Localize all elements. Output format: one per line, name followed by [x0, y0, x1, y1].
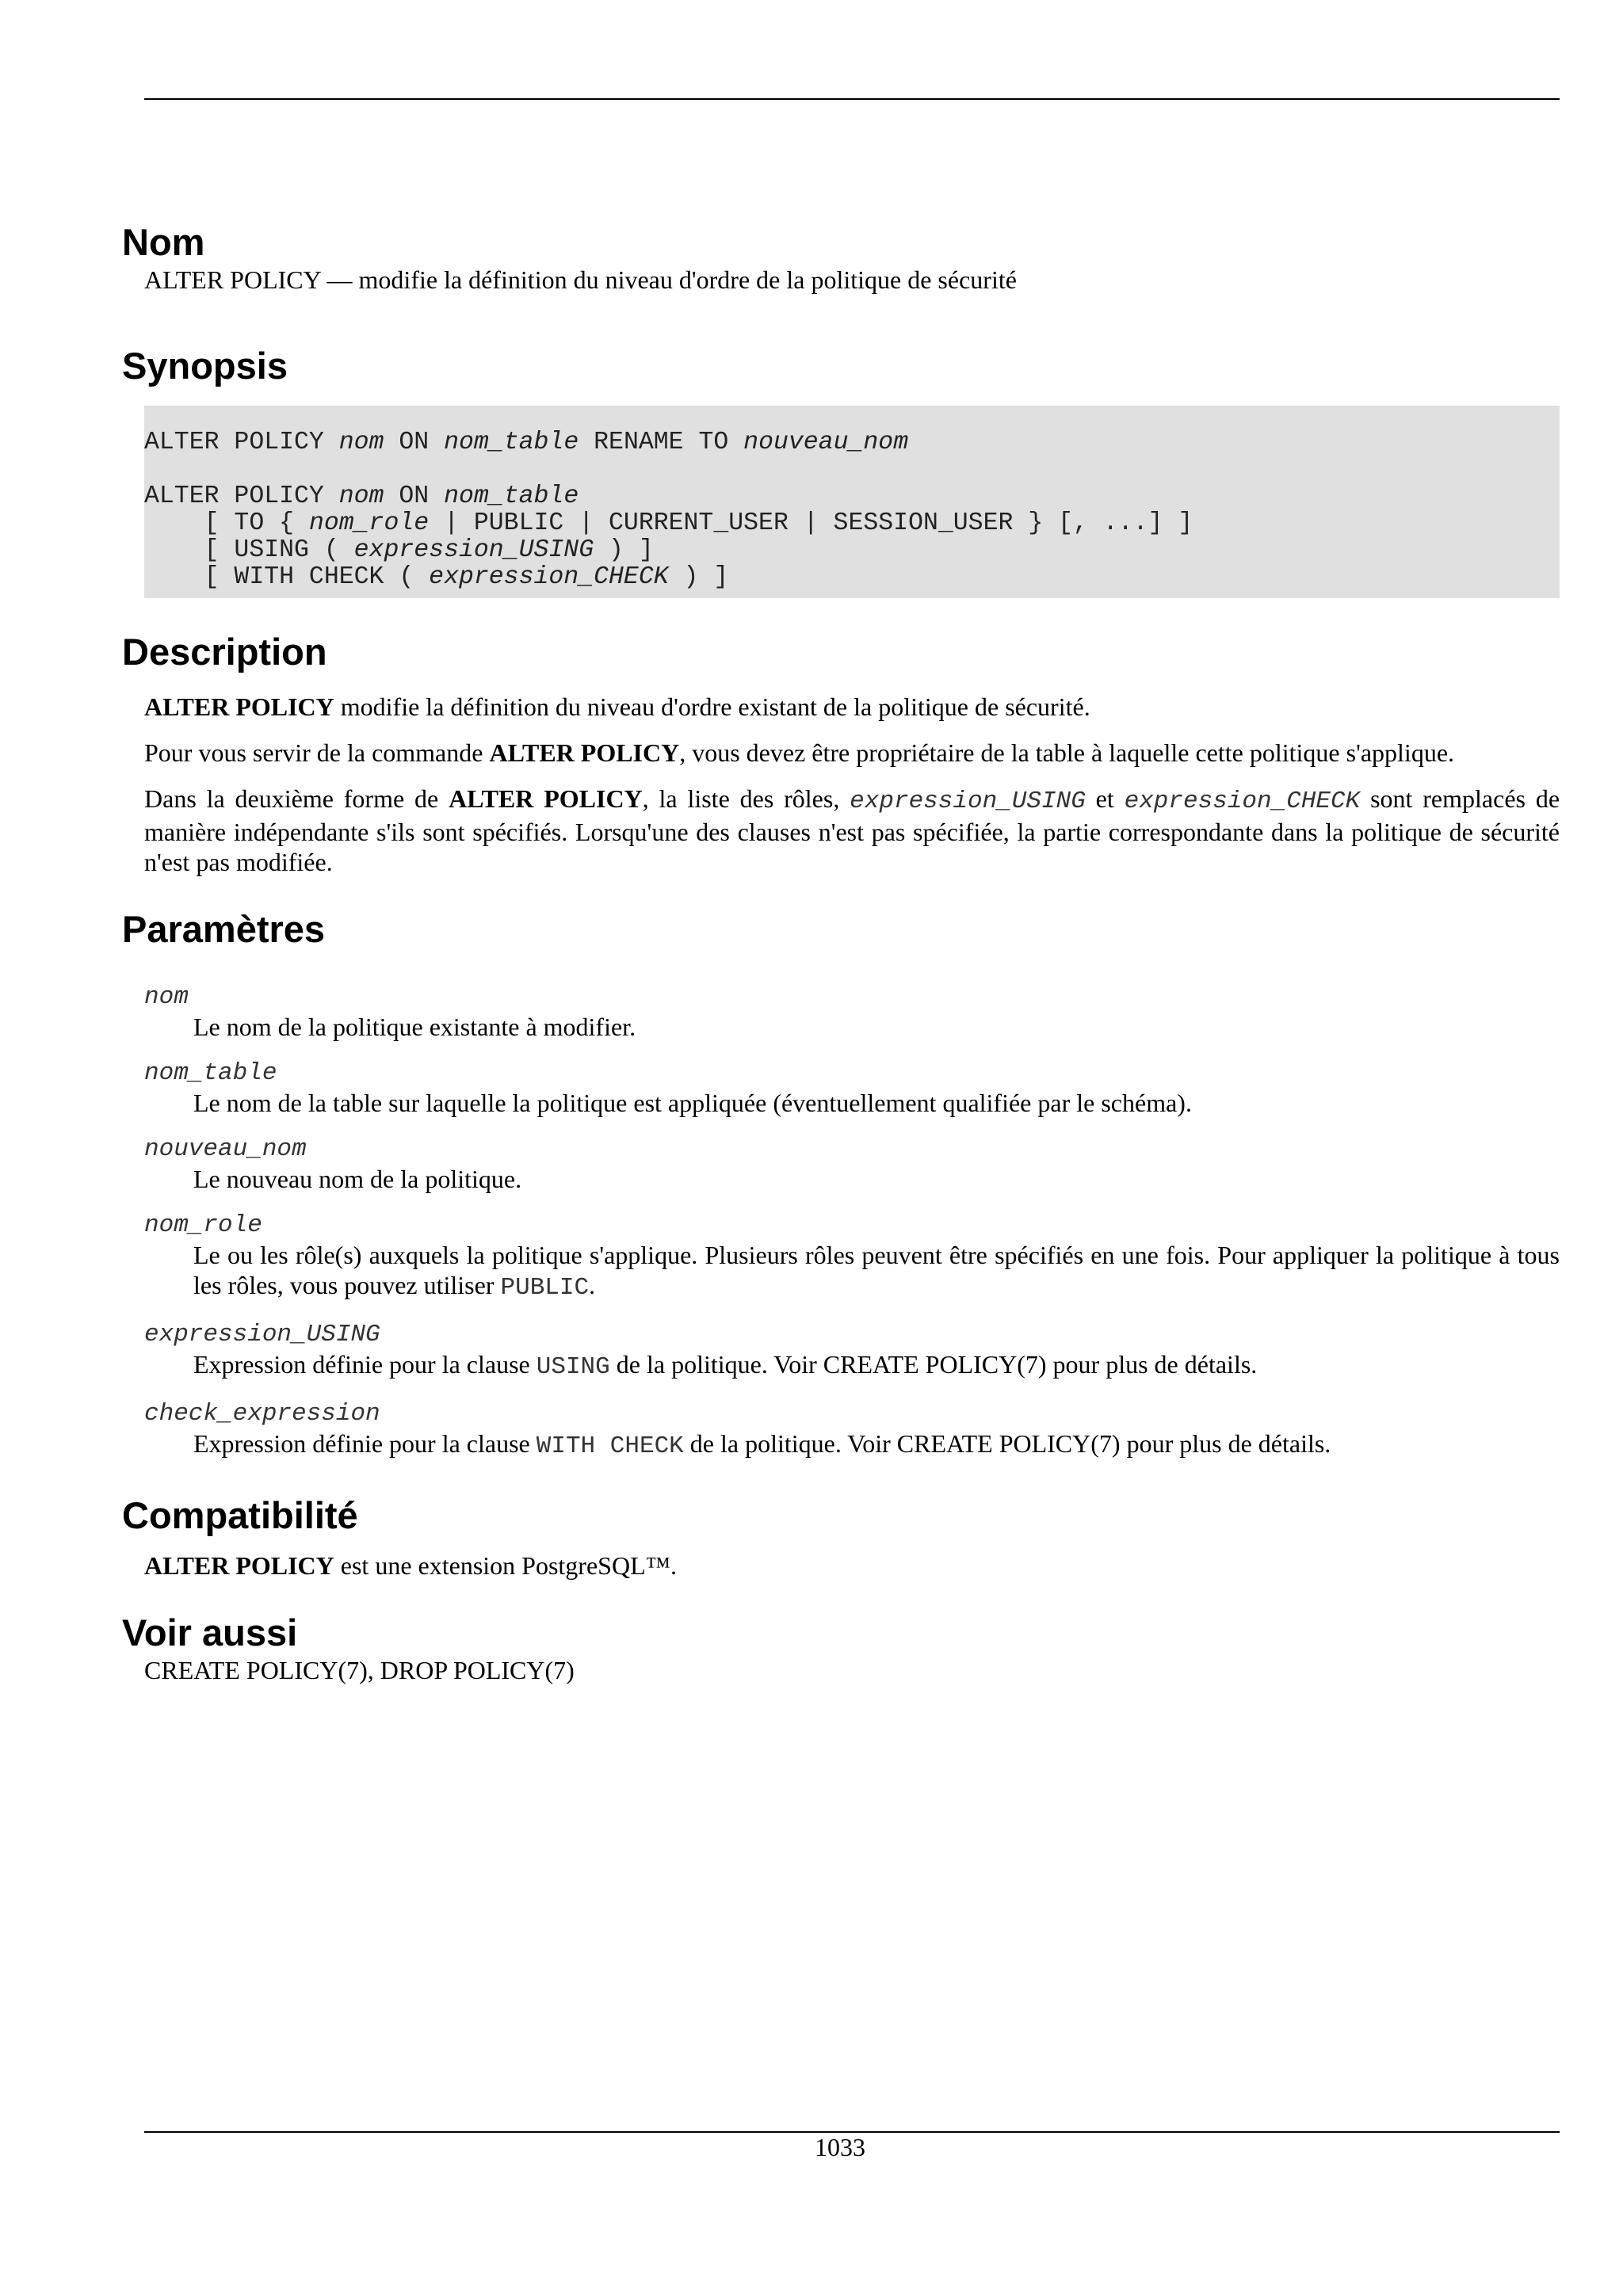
section-nom	[122, 220, 1560, 295]
section-parametres	[122, 907, 1560, 1462]
synopsis-line-1: ALTER POLICY nom ON nom_table RENAME TO nouveau_nom	[144, 429, 909, 456]
description-paragraph-1: ALTER POLICY modifie la définition du niveau d'ordre existant de la politique de sécurité.	[144, 692, 1090, 721]
synopsis-blank-line	[144, 456, 1560, 483]
parameter-term: nouveau_nom	[144, 1135, 307, 1163]
parameter-term: nom_table	[144, 1059, 277, 1087]
parameter-definition: Le ou les rôle(s) auxquels la politique s'applique. Plusieurs rôles peuvent être spécifiés en une fois. Pour appliquer la politique à tous les rôles, vous pouvez utiliser PUBLIC.	[193, 1241, 1560, 1302]
section-heading-parametres: Paramètres	[122, 908, 326, 950]
section-heading-compatibilite: Compatibilité	[122, 1494, 358, 1536]
voir-aussi-text: CREATE POLICY(7), DROP POLICY(7)	[144, 1656, 575, 1684]
section-heading-voir-aussi: Voir aussi	[122, 1611, 298, 1653]
section-heading-nom: Nom	[122, 221, 205, 263]
synopsis-code-block	[144, 406, 1560, 598]
compatibilite-text: ALTER POLICY est une extension PostgreSQL™.	[144, 1551, 677, 1580]
parameter-term: expression_USING	[144, 1321, 380, 1348]
synopsis-line-5: [ WITH CHECK ( expression_CHECK ) ]	[144, 563, 729, 591]
parameter-list	[144, 983, 1560, 1462]
section-description	[122, 630, 1560, 877]
parameter-term: nom	[144, 983, 189, 1011]
parameter-definition: Expression définie pour la clause USING de la politique. Voir CREATE POLICY(7) pour plus de détails.	[193, 1350, 1258, 1381]
description-paragraph-2: Pour vous servir de la commande ALTER POLICY, vous devez être propriétaire de la table à laquelle cette politique s'applique.	[144, 738, 1455, 767]
synopsis-line-3: [ TO { nom_role | PUBLIC | CURRENT_USER | SESSION_USER } [, ...] ]	[144, 509, 1193, 537]
parameter-definition: Le nouveau nom de la politique.	[193, 1165, 522, 1193]
section-heading-description: Description	[122, 631, 327, 673]
section-voir-aussi	[122, 1611, 1560, 1685]
section-heading-synopsis: Synopsis	[122, 345, 288, 387]
synopsis-line-4: [ USING ( expression_USING ) ]	[144, 536, 654, 564]
parameter-term: nom_role	[144, 1211, 262, 1239]
page-number: 1033	[815, 2133, 865, 2161]
header-rule	[144, 98, 1560, 100]
parameter-definition: Le nom de la politique existante à modifier.	[193, 1013, 636, 1041]
parameter-term: check_expression	[144, 1400, 380, 1428]
page-content	[122, 220, 1560, 1685]
nom-text: ALTER POLICY — modifie la définition du niveau d'ordre de la politique de sécurité	[144, 265, 1017, 294]
section-compatibilite	[122, 1493, 1560, 1581]
parameter-definition: Le nom de la table sur laquelle la politique est appliquée (éventuellement qualifiée par le schéma).	[193, 1089, 1192, 1117]
section-synopsis	[122, 344, 1560, 598]
synopsis-line-2: ALTER POLICY nom ON nom_table	[144, 482, 579, 510]
description-paragraph-3: Dans la deuxième forme de ALTER POLICY, la liste des rôles, expression_USING et expression_CHECK sont remplacés de manière indépendante s'ils sont spécifiés. Lorsqu'une des clauses n'est pas spécifiée, la partie correspondante dans la politique de sécurité n'est pas modifiée.	[144, 784, 1560, 876]
parameter-definition: Expression définie pour la clause WITH CHECK de la politique. Voir CREATE POLICY(7) pour plus de détails.	[193, 1429, 1331, 1460]
